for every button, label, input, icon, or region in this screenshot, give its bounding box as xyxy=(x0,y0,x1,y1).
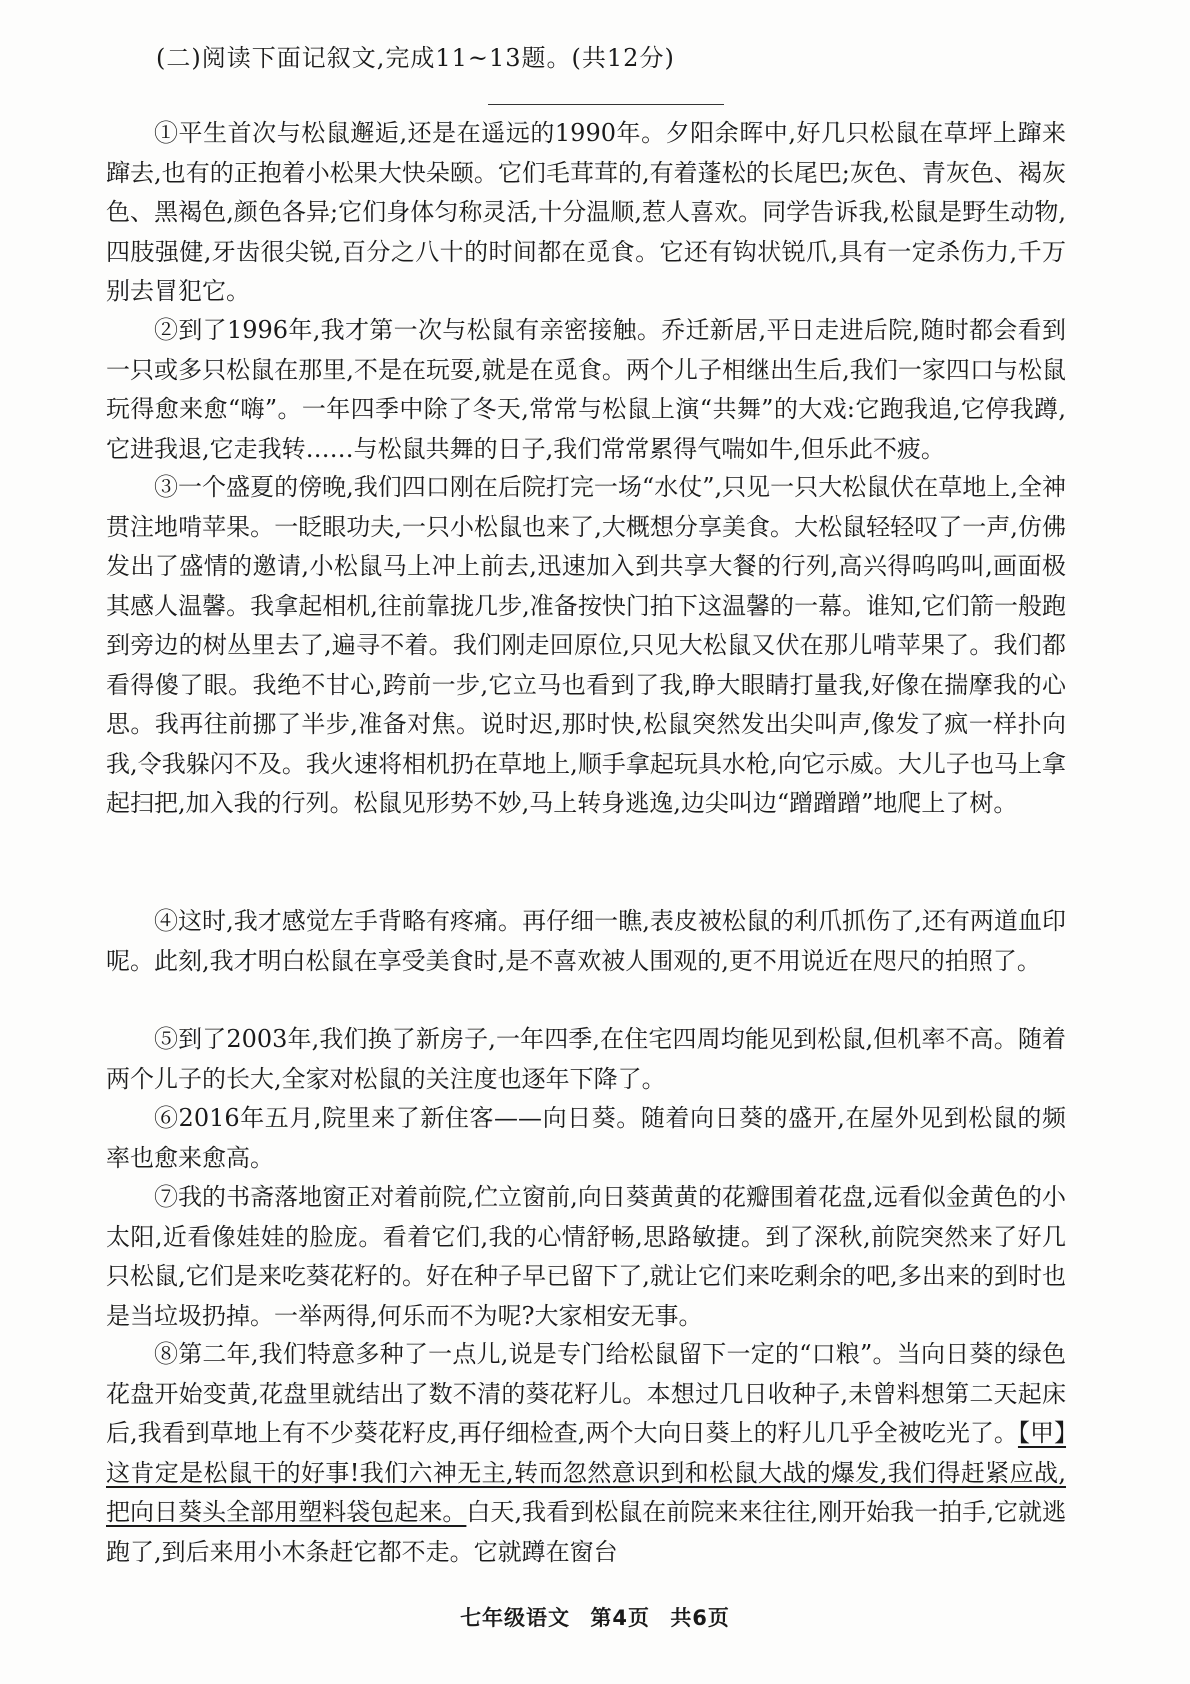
paragraph-5: ⑤到了2003年,我们换了新房子,一年四季,在住宅四周均能见到松鼠,但机率不高。随着两个儿子的长大,全家对松鼠的关注度也逐年下降了。 xyxy=(106,1025,1066,1093)
paragraph-6: ⑥2016年五月,院里来了新住客——向日葵。随着向日葵的盛开,在屋外见到松鼠的频率也愈来愈高。 xyxy=(106,1104,1066,1172)
paragraph-8-text-before: ⑧第二年,我们特意多种了一点儿,说是专门给松鼠留下一定的“口粮”。当向日葵的绿色花盘开始变黄,花盘里就结出了数不清的葵花籽儿。本想过几日收种子,未曾料想第二天起床后,我看到草地上有不少葵花籽皮,再仔细检查,两个大向日葵上的籽儿几乎全被吃光了。 xyxy=(106,1340,1066,1447)
paragraph-4: ④这时,我才感觉左手背略有疼痛。再仔细一瞧,表皮被松鼠的利爪抓伤了,还有两道血印呢。此刻,我才明白松鼠在享受美食时,是不喜欢被人围观的,更不用说近在咫尺的拍照了。 xyxy=(106,907,1066,975)
footer-subject: 七年级语文 xyxy=(460,1606,571,1630)
paragraph-7: ⑦我的书斋落地窗正对着前院,伫立窗前,向日葵黄黄的花瓣围着花盘,远看似金黄色的小太阳,近看像娃娃的脸庞。看着它们,我的心情舒畅,思路敏捷。到了深秋,前院突然来了好几只松鼠,它们是来吃葵花籽的。好在种子早已留下了,就让它们来吃剩余的吧,多出来的到时也是当垃圾扔掉。一举两得,何乐而不为呢?大家相安无事。 xyxy=(106,1183,1066,1330)
marked-sentence-jia: 【甲】这肯定是松鼠干的好事!我们六神无主,转而忽然意识到和松鼠大战的爆发,我们得赶紧应战,把向日葵头全部用塑料袋包起来。 xyxy=(106,1419,1067,1526)
footer-page-number: 第4页 xyxy=(590,1606,650,1630)
paragraph-1: ①平生首次与松鼠邂逅,还是在遥远的1990年。夕阳余晖中,好几只松鼠在草坪上蹿来蹿去,也有的正抱着小松果大快朵颐。它们毛茸茸的,有着蓬松的长尾巴;灰色、青灰色、褐灰色、黑褐色,颜色各异;它们身体匀称灵活,十分温顺,惹人喜欢。同学告诉我,松鼠是野生动物,四肢强健,牙齿很尖锐,百分之八十的时间都在觅食。它还有钩状锐爪,具有一定杀伤力,千万别去冒犯它。 xyxy=(106,119,1066,305)
paragraph-8 xyxy=(106,1335,1066,1572)
paragraph-3: ③一个盛夏的傍晚,我们四口刚在后院打完一场“水仗”,只见一只大松鼠伏在草地上,全神贯注地啃苹果。一眨眼功夫,一只小松鼠也来了,大概想分享美食。大松鼠轻轻叹了一声,仿佛发出了盛情的邀请,小松鼠马上冲上前去,迅速加入到共享大餐的行列,高兴得呜呜叫,画面极其感人温馨。我拿起相机,往前靠拢几步,准备按快门拍下这温馨的一幕。谁知,它们箭一般跑到旁边的树丛里去了,遍寻不着。我们刚走回原位,只见大松鼠又伏在那儿啃苹果了。我们都看得傻了眼。我绝不甘心,跨前一步,它立马也看到了我,睁大眼睛打量我,好像在揣摩我的心思。我再往前挪了半步,准备对焦。说时迟,那时快,松鼠突然发出尖叫声,像发了疯一样扑向我,令我躲闪不及。我火速将相机扔在草地上,顺手拿起玩具水枪,向它示威。大儿子也马上拿起扫把,加入我的行列。松鼠见形势不妙,马上转身逃逸,边尖叫边“蹭蹭蹭”地爬上了树。 xyxy=(106,473,1066,817)
footer-total-pages: 共6页 xyxy=(670,1606,730,1630)
paragraph-8-text-after: 白天,我看到松鼠在前院来来往往,刚开始我一拍手,它就逃跑了,到后来用小木条赶它都不走。它就蹲在窗台 xyxy=(106,1498,1066,1566)
heading-divider xyxy=(488,104,724,105)
section-heading: (二)阅读下面记叙文,完成11~13题。(共12分) xyxy=(156,44,675,72)
paragraph-2: ②到了1996年,我才第一次与松鼠有亲密接触。乔迁新居,平日走进后院,随时都会看到一只或多只松鼠在那里,不是在玩耍,就是在觅食。两个儿子相继出生后,我们一家四口与松鼠玩得愈来愈“嗨”。一年四季中除了冬天,常常与松鼠上演“共舞”的大戏:它跑我追,它停我蹲,它进我退,它走我转……与松鼠共舞的日子,我们常常累得气喘如牛,但乐此不疲。 xyxy=(106,316,1066,463)
page-footer xyxy=(0,1602,1190,1632)
